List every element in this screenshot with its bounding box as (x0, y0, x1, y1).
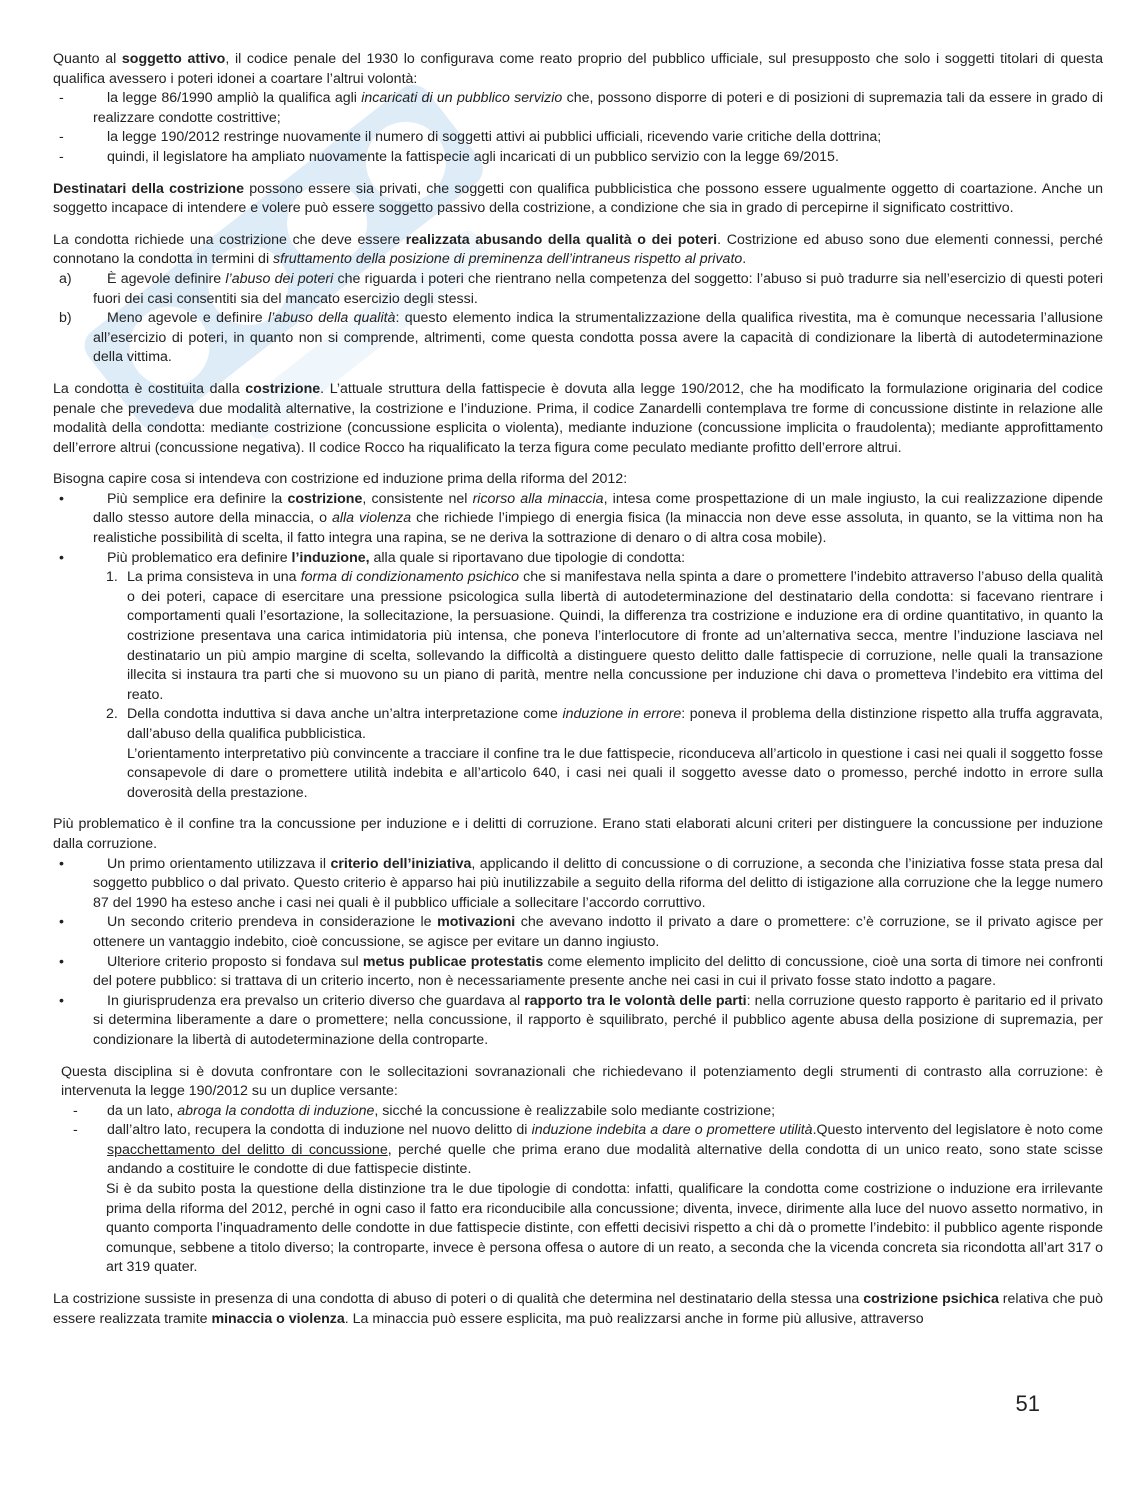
list-item: - da un lato, abroga la condotta di induzione, sicché la concussione è realizzabile solo mediante costrizione; (73, 1102, 776, 1119)
list-item: • Un secondo criterio prendeva in considerazione le motivazioni che avevano indotto il privato a dare o promettere: c’è corruzione, se il privato agisce per ottenere un vantaggio indebito, cioè concussione, se agisce per evitare un danno ingiusto. (59, 914, 1103, 950)
list-abuso (53, 270, 1103, 368)
list-legge-190 (53, 1102, 1103, 1180)
list-criteri (53, 855, 1103, 1051)
list-item: • Ulteriore criterio proposto si fondava sul metus publicae protestatis come elemento implicito del delitto di concussione, cioè una sorta di timore nei confronti del potere pubblico: si trattava di un criterio incerto, non è necessariamente presente anche nei casi in cui il privato fosse stato indotto a pagare. (59, 953, 1103, 990)
list-soggetto-attivo (53, 89, 1103, 167)
list-item: - la legge 86/1990 ampliò la qualifica agli incaricati di un pubblico servizio che, possono disporre di poteri e di posizioni di supremazia tali da essere in grado di realizzare condotte costrittive; (59, 90, 1104, 126)
paragraph-disciplina: Questa disciplina si è dovuta confrontare con le sollecitazioni sovranazionali che richiedevano il potenziamento degli strumenti di contrasto alla corruzione: è intervenuta la legge 190/2012 su un duplice versante: (61, 1063, 1103, 1100)
paragraph-confine-corruzione: Più problematico è il confine tra la concussione per induzione e i delitti di corruzione. Erano stati elaborati alcuni criteri per distinguere la concussione per induzione dalla corruzione. (53, 816, 1103, 852)
list-item: - la legge 190/2012 restringe nuovamente il numero di soggetti attivi ai pubblici ufficiali, ricevendo varie critiche della dottrina; (59, 129, 882, 146)
paragraph-costrizione-storia: La condotta è costituita dalla costrizione. L’attuale struttura della fattispecie è dovuta alla legge 190/2012, che ha modificato la formulazione originaria del codice penale che prevedeva due modalità alternative, la costrizione e l’induzione. Prima, il codice Zanardelli contemplava tre forme di concussione distinte in relazione alle modalità della condotta: mediante costrizione (concussione esplicita o violenta), mediante induzione (concussione implicita o fraudolenta); mediante approfittamento dell’errore altrui (concussione negativa). Il codice Rocco ha riqualificato la terza figura come peculato mediante profitto dell’errore altrui. (53, 380, 1103, 456)
list-costrizione-induzione (53, 490, 1103, 568)
page-number: 51 (1015, 1391, 1040, 1416)
list-item: • Un primo orientamento utilizzava il criterio dell’iniziativa, applicando il delitto di concussione o di corruzione, a seconda che l’iniziativa fosse stata presa dal soggetto pubblico o dal privato. Questo criterio è apparso hai più inutilizzabile a seguito della riforma del delitto di istigazione alla corruzione che la legge numero 87 del 1990 ha esteso anche i casi nei quali è il pubblico ufficiale a sollecitare l’accordo corruttivo. (59, 855, 1103, 911)
list-item: a) È agevole definire l’abuso dei poteri che riguarda i poteri che rientrano nella competenza del soggetto: l’abuso si può tradurre sia nell’esercizio di questi poteri fuori dei casi consentiti sia del mancato esercizio degli stessi. (59, 270, 1104, 307)
list-item: • In giurisprudenza era prevalso un criterio diverso che guardava al rapporto tra le volontà delle parti: nella corruzione questo rapporto è paritario ed il privato si determina liberamente a dare o promettere; nella concussione, il rapporto è squilibrato, perché il pubblico agente abusa della posizione di supremazia, per condizionare la libertà di autodeterminazione della controparte. (59, 992, 1104, 1048)
paragraph-orientamento: L’orientamento interpretativo più convincente a tracciare il confine tra le due fattispecie, riconduceva all’articolo in questione i casi nei quali il soggetto fosse consapevole di dare o promettere utilità indebita e all’articolo 640, i casi nei quali il soggetto avesse dato o promesso, perché indotto in errore sulla doverosità della prestazione. (127, 745, 1103, 801)
list-item: - quindi, il legislatore ha ampliato nuovamente la fattispecie agli incaricati di un pubblico servizio con la legge 69/2015. (59, 148, 839, 165)
list-item: • Più problematico era definire l’induzione, alla quale si riportavano due tipologie di condotta: (59, 549, 686, 566)
document-page (53, 50, 1103, 1341)
paragraph-distinzione: Si è da subito posta la questione della distinzione tra le due tipologie di condotta: infatti, qualificare la condotta come costrizione o induzione era irrilevante prima della riforma del 2012, perché in ogni caso il fatto era riconducibile alla concussione; diventa, invece, dirimente alla luce del nuovo assetto normativo, in quanto comporta l’inquadramento delle condotte in due fattispecie distinte, con effetti decisivi rispetto a chi dà o promette l’indebito: il pubblico agente risponde comunque, sebbene a titolo diverso; la controparte, invece è persona offesa o autore di un reato, a seconda che la vicenda concreta sia ricondotta all’art 317 o art 319 quater. (106, 1181, 1103, 1276)
list-item: 2. Della condotta induttiva si dava anche un’altra interpretazione come induzione in errore: poneva il problema della distinzione rispetto alla truffa aggravata, dall’abuso della qualifica pubblicistica. (106, 706, 1103, 742)
list-induzione-tipologie (53, 568, 1103, 744)
paragraph-costrizione-induzione: Bisogna capire cosa si intendeva con costrizione ed induzione prima della riforma del 2012: (53, 471, 628, 488)
paragraph-soggetto-attivo: Quanto al soggetto attivo, il codice penale del 1930 lo configurava come reato proprio del pubblico ufficiale, sul presupposto che solo i soggetti titolari di questa qualifica avessero i poteri idonei a coartare l’altrui volontà: (53, 51, 1103, 87)
list-item: - dall’altro lato, recupera la condotta di induzione nel nuovo delitto di induzione indebita a dare o promettere utilità.Questo intervento del legislatore è noto come spacchettamento del delitto di concussione, perché quelle che prima erano due modalità alternative della condotta di un unico reato, sono state scisse andando a costituire le condotte di due fattispecie distinte. (73, 1122, 1103, 1178)
paragraph-costrizione-psichica: La costrizione sussiste in presenza di una condotta di abuso di poteri o di qualità che determina nel destinatario della stessa una costrizione psichica relativa che può essere realizzata tramite minaccia o violenza. La minaccia può essere esplicita, ma può realizzarsi anche in forme più allusive, attraverso (53, 1291, 1103, 1327)
paragraph-condotta-abuso: La condotta richiede una costrizione che deve essere realizzata abusando della qualità o dei poteri. Costrizione ed abuso sono due elementi connessi, perché connotano la condotta in termini di sfruttamento della posizione di preminenza dell’intraneus rispetto al privato. (53, 231, 1103, 268)
paragraph-destinatari: Destinatari della costrizione possono essere sia privati, che soggetti con qualifica pubblicistica che possono essere ugualmente oggetto di coartazione. Anche un soggetto incapace di intendere e volere può essere soggetto passivo della costrizione, a condizione che sia in grado di percepirne il significato costrittivo. (53, 180, 1104, 217)
list-item: • Più semplice era definire la costrizione, consistente nel ricorso alla minaccia, intesa come prospettazione di un male ingiusto, la cui realizzazione dipende dallo stesso autore della minaccia, o alla violenza che richiede l’impiego di energia fisica (la minaccia non deve esse assoluta, in quanto, se la vittima non ha realistiche possibilità di scelta, il fatto integra una rapina, se ne deriva la sottrazione di denaro o di altra cosa mobile). (59, 490, 1103, 547)
list-item: 1. La prima consisteva in una forma di condizionamento psichico che si manifestava nella spinta a dare o promettere l’indebito attraverso l’abuso della qualità o dei poteri, capace di esercitare una pressione psicologica sulla libertà di autodeterminazione del destinatario della condotta: si facevano rientrare i comportamenti quali l’esortazione, la sollecitazione, la persuasione. Quindi, la differenza tra costrizione e induzione era di ordine quantitativo, in quanto la costrizione presentava una carica intimidatoria più intensa, che poneva l’interlocutore di fronte ad un’alternativa secca, mentre l’induzione lasciava nel destinatario un più ampio margine di scelta, sollevando la difficoltà a distinguere questo delitto dalle fattispecie di corruzione, nelle quali la transazione illecita si instaura tra parti che si muovono su un piano di parità, mentre nella concussione per induzione chi dava o prometteva l’indebito era vittima del reato. (106, 569, 1104, 703)
list-item: b) Meno agevole e definire l’abuso della qualità: questo elemento indica la strumentalizzazione della qualifica rivestita, ma è comunque necessaria l’allusione all’esercizio di poteri, in quanto non si comprende, altrimenti, come questa condotta possa avere la capacità di condizionare la libertà di autodeterminazione della vittima. (59, 310, 1103, 366)
